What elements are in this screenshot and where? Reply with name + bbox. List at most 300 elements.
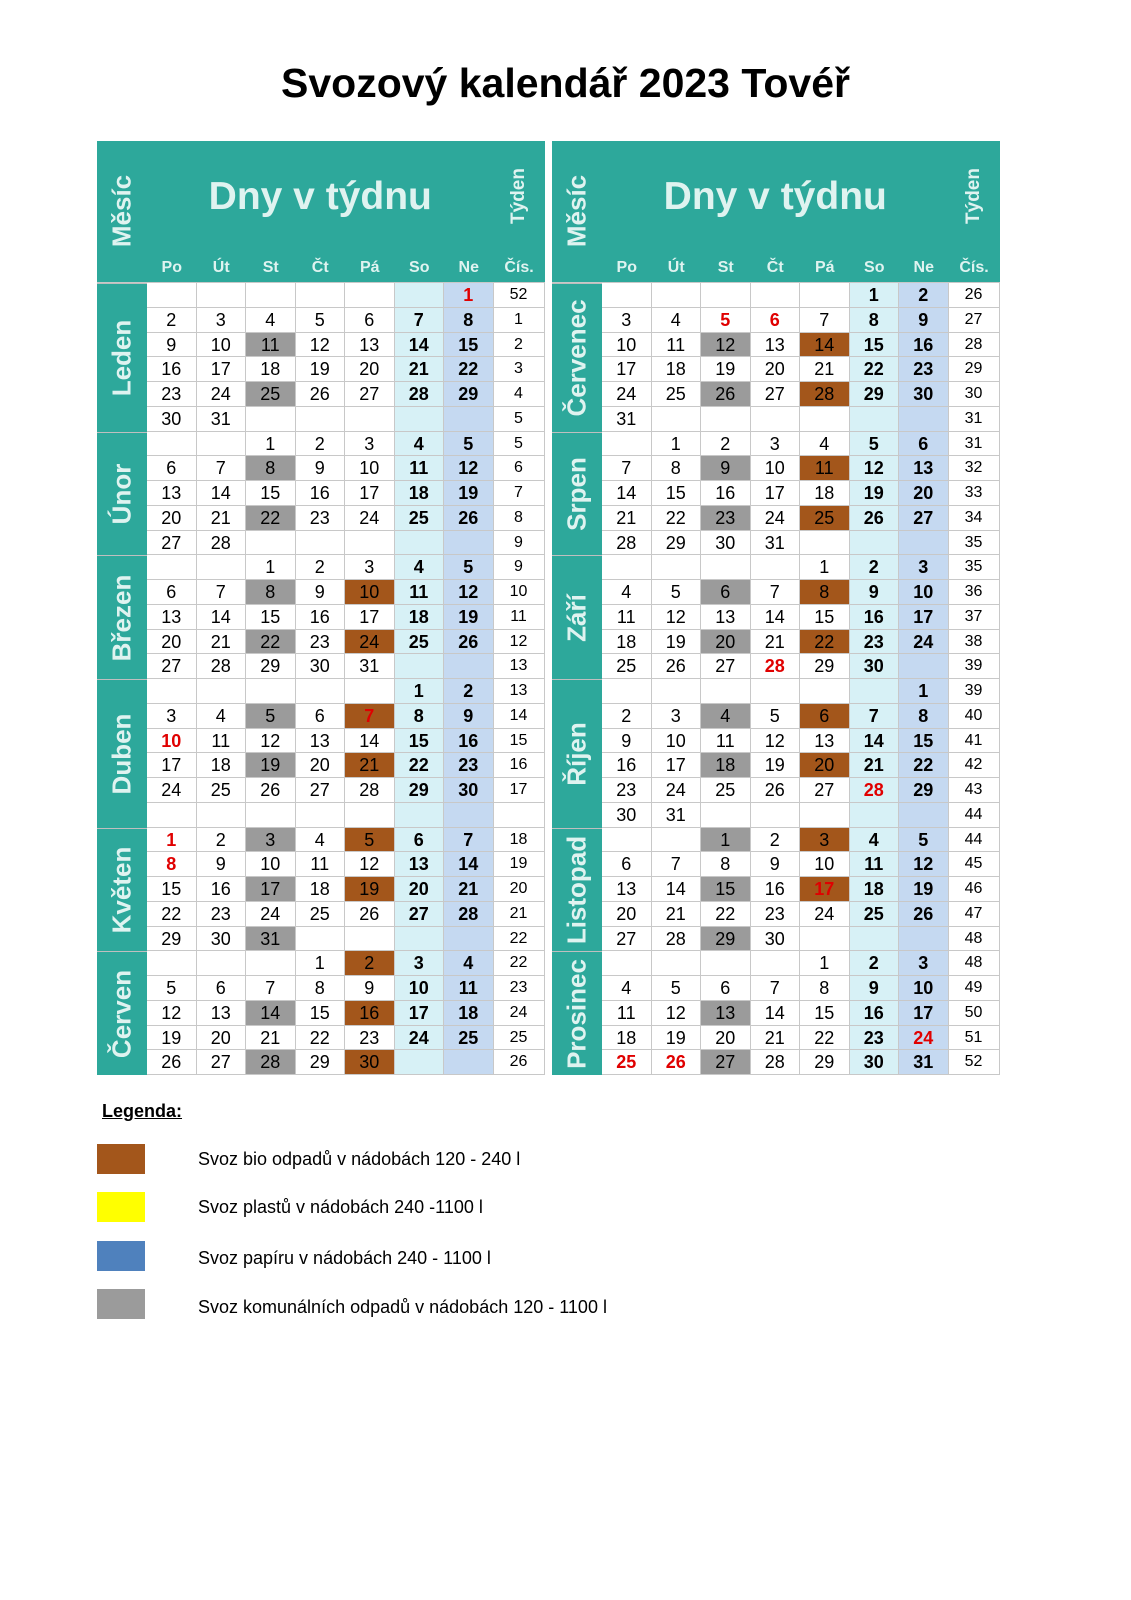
day-cell: 21 [602,506,652,531]
month-name: Listopad [561,835,592,945]
day-cell: 19 [296,357,346,382]
day-cell: 8 [850,308,900,333]
day-cell: 10 [751,456,801,481]
day-cell: 8 [147,852,197,877]
day-cell: 25 [602,654,652,679]
day-cell: 23 [345,1026,395,1051]
day-cell: 14 [444,852,494,877]
week-number-cell: 49 [949,976,1000,1001]
day-cell [147,555,197,580]
days-of-week-header [602,141,949,254]
day-cell: 15 [296,1001,346,1026]
day-cell: 17 [751,481,801,506]
day-cell: 2 [751,828,801,853]
day-cell [395,803,445,828]
month-label-block [97,283,147,432]
day-cell [444,1050,494,1075]
month-column-label: Měsíc [106,174,137,248]
day-cell: 14 [197,481,247,506]
day-cell: 22 [701,902,751,927]
day-cell [296,531,346,556]
day-cell: 5 [701,308,751,333]
day-cell: 12 [345,852,395,877]
day-cell: 21 [345,753,395,778]
day-cell: 28 [197,654,247,679]
day-cell [444,531,494,556]
day-cell: 19 [147,1026,197,1051]
day-cell: 8 [246,580,296,605]
day-cell: 5 [345,828,395,853]
week-number-cell: 10 [494,580,545,605]
day-cell: 27 [345,382,395,407]
day-cell [751,803,801,828]
day-cell: 22 [296,1026,346,1051]
day-cell: 31 [246,927,296,952]
day-cell: 7 [444,828,494,853]
day-cell: 25 [296,902,346,927]
day-cell: 16 [899,333,949,358]
day-name-header: Út [197,254,247,282]
day-cell: 17 [899,605,949,630]
month-name: Leden [106,319,137,397]
day-cell: 16 [850,605,900,630]
day-name-header: Čt [296,254,346,282]
day-cell: 9 [602,729,652,754]
day-cell: 4 [602,580,652,605]
day-cell: 27 [751,382,801,407]
day-cell [147,679,197,704]
day-cell: 5 [850,432,900,457]
day-cell: 6 [147,580,197,605]
day-cell: 31 [751,531,801,556]
day-cell: 30 [147,407,197,432]
day-cell: 9 [147,333,197,358]
month-label-block [97,828,147,952]
day-cell: 26 [899,902,949,927]
day-cell: 21 [850,753,900,778]
day-cell: 9 [899,308,949,333]
day-cell: 16 [296,481,346,506]
day-cell: 8 [296,976,346,1001]
day-cell: 3 [899,555,949,580]
week-number-cell: 39 [949,679,1000,704]
month-label-block [552,828,602,952]
day-cell: 23 [850,630,900,655]
day-cell [444,407,494,432]
day-cell: 18 [850,877,900,902]
day-cell [395,1050,445,1075]
day-cell: 25 [701,778,751,803]
week-number-cell: 19 [494,852,545,877]
day-name-header: Pá [800,254,850,282]
day-cell [395,927,445,952]
day-cell: 14 [652,877,702,902]
day-cell [751,951,801,976]
week-column-header [494,141,545,254]
day-cell [751,555,801,580]
day-cell: 21 [751,630,801,655]
day-cell: 23 [850,1026,900,1051]
day-cell [197,951,247,976]
day-cell [602,951,652,976]
day-cell: 28 [395,382,445,407]
day-cell: 24 [395,1026,445,1051]
week-number-cell: 51 [949,1026,1000,1051]
day-cell [197,283,247,308]
day-cell: 12 [147,1001,197,1026]
day-cell: 30 [602,803,652,828]
day-cell: 2 [296,432,346,457]
day-cell: 6 [800,704,850,729]
day-cell: 22 [800,630,850,655]
day-cell: 10 [652,729,702,754]
day-cell [899,407,949,432]
day-cell [296,803,346,828]
day-cell: 10 [246,852,296,877]
day-cell: 25 [850,902,900,927]
day-cell: 8 [246,456,296,481]
day-cell: 13 [602,877,652,902]
legend-swatch-komunal [97,1289,145,1319]
day-cell: 25 [395,506,445,531]
day-cell: 5 [444,432,494,457]
month-column-header [552,141,602,282]
week-number-cell: 23 [494,976,545,1001]
day-cell: 11 [800,456,850,481]
week-number-cell: 9 [494,555,545,580]
legend-label-bio: Svoz bio odpadů v nádobách 120 - 240 l [198,1149,521,1169]
day-cell: 18 [444,1001,494,1026]
week-number-cell: 26 [949,283,1000,308]
month-name: Červen [106,969,137,1058]
day-cell: 23 [444,753,494,778]
month-column-header [97,141,147,282]
day-cell [602,679,652,704]
week-number-cell: 5 [494,407,545,432]
day-cell: 12 [246,729,296,754]
day-cell [850,803,900,828]
day-cell: 5 [652,976,702,1001]
calendar-header [552,141,1000,282]
day-cell: 23 [701,506,751,531]
day-cell: 4 [246,308,296,333]
day-cell: 4 [701,704,751,729]
day-cell: 11 [246,333,296,358]
day-cell: 13 [395,852,445,877]
day-cell [701,283,751,308]
legend-swatch-papir [97,1241,145,1271]
day-cell: 14 [800,333,850,358]
day-cell: 6 [395,828,445,853]
day-cell: 1 [147,828,197,853]
day-cell: 22 [395,753,445,778]
day-cell: 4 [652,308,702,333]
day-name-header: So [395,254,445,282]
week-number-cell: 22 [494,927,545,952]
day-cell: 13 [345,333,395,358]
day-cell: 14 [751,605,801,630]
day-cell: 25 [197,778,247,803]
day-cell: 13 [147,481,197,506]
week-number-cell: 12 [494,630,545,655]
day-cell: 10 [899,580,949,605]
day-cell: 31 [652,803,702,828]
day-cell: 3 [602,308,652,333]
day-cell: 29 [899,778,949,803]
day-cell: 27 [800,778,850,803]
day-cell [899,803,949,828]
month-name: Únor [106,463,137,525]
day-cell: 17 [800,877,850,902]
day-cell: 25 [800,506,850,531]
day-cell: 4 [395,432,445,457]
day-cell: 30 [296,654,346,679]
day-cell: 3 [899,951,949,976]
day-name-header: Út [652,254,702,282]
week-number-cell: 44 [949,828,1000,853]
day-cell: 4 [296,828,346,853]
day-cell: 22 [800,1026,850,1051]
day-cell [899,531,949,556]
day-cell: 2 [850,555,900,580]
week-number-cell: 38 [949,630,1000,655]
day-cell: 9 [296,580,346,605]
day-cell [701,679,751,704]
day-cell: 7 [751,580,801,605]
day-cell: 12 [296,333,346,358]
day-cell: 15 [652,481,702,506]
day-cell: 6 [899,432,949,457]
day-cell: 22 [850,357,900,382]
day-cell: 10 [345,456,395,481]
day-cell: 23 [899,357,949,382]
day-cell: 5 [652,580,702,605]
day-cell: 10 [345,580,395,605]
day-cell: 9 [197,852,247,877]
day-cell: 28 [345,778,395,803]
day-cell: 24 [345,506,395,531]
day-cell [602,432,652,457]
day-cell: 24 [147,778,197,803]
day-cell: 7 [850,704,900,729]
day-name-header: Ne [444,254,494,282]
day-cell: 5 [444,555,494,580]
day-cell: 1 [899,679,949,704]
day-cell: 7 [751,976,801,1001]
day-cell: 20 [345,357,395,382]
day-cell: 20 [701,630,751,655]
day-cell [246,531,296,556]
day-name-header: Pá [345,254,395,282]
month-label-block [97,679,147,828]
day-cell: 4 [197,704,247,729]
week-number-cell: 37 [949,605,1000,630]
month-name: Prosinec [561,958,592,1069]
week-number-cell: 27 [949,308,1000,333]
day-cell: 18 [602,630,652,655]
week-number-cell: 2 [494,333,545,358]
day-cell: 14 [602,481,652,506]
day-cell: 21 [395,357,445,382]
day-cell [395,283,445,308]
day-cell: 26 [751,778,801,803]
day-cell: 25 [444,1026,494,1051]
month-name: Září [561,593,592,642]
week-column-label: Týden [962,168,984,224]
day-cell [652,555,702,580]
week-number-cell: 31 [949,432,1000,457]
week-number-cell: 4 [494,382,545,407]
legend-label-papir: Svoz papíru v nádobách 240 - 1100 l [198,1248,491,1268]
day-cell: 6 [751,308,801,333]
month-label-block [97,432,147,556]
day-cell: 21 [246,1026,296,1051]
day-cell: 24 [800,902,850,927]
day-cell: 13 [701,1001,751,1026]
day-cell: 6 [602,852,652,877]
day-cell: 20 [602,902,652,927]
day-cell: 29 [850,382,900,407]
day-cell: 2 [899,283,949,308]
week-number-cell: 13 [494,654,545,679]
day-cell: 19 [444,605,494,630]
day-cell: 6 [345,308,395,333]
legend-swatch-bio [97,1144,145,1174]
day-cell: 1 [395,679,445,704]
day-cell: 18 [395,481,445,506]
week-number-cell: 45 [949,852,1000,877]
day-cell: 22 [444,357,494,382]
day-cell: 10 [197,333,247,358]
day-cell [850,407,900,432]
week-number-cell: 44 [949,803,1000,828]
day-cell: 29 [444,382,494,407]
day-cell: 3 [395,951,445,976]
week-number-cell: 36 [949,580,1000,605]
day-cell: 21 [652,902,702,927]
day-cell: 3 [751,432,801,457]
day-cell [444,803,494,828]
day-cell: 30 [899,382,949,407]
day-cell: 22 [147,902,197,927]
day-cell: 27 [701,1050,751,1075]
day-cell: 9 [701,456,751,481]
day-cell: 9 [345,976,395,1001]
day-cell: 24 [345,630,395,655]
day-cell: 11 [395,580,445,605]
day-cell [147,432,197,457]
day-cell: 29 [147,927,197,952]
day-cell: 15 [246,481,296,506]
week-number-cell: 22 [494,951,545,976]
week-number-cell: 13 [494,679,545,704]
day-cell: 13 [899,456,949,481]
day-cell: 3 [246,828,296,853]
week-number-cell: 16 [494,753,545,778]
day-cell [246,951,296,976]
week-number-cell: 18 [494,828,545,853]
day-cell: 11 [701,729,751,754]
day-cell: 21 [444,877,494,902]
day-cell: 12 [444,456,494,481]
week-number-header: Čís. [949,254,1000,282]
week-number-cell: 15 [494,729,545,754]
day-cell [345,803,395,828]
day-cell: 15 [899,729,949,754]
month-label-block [552,283,602,432]
day-cell: 5 [296,308,346,333]
day-cell: 16 [850,1001,900,1026]
day-cell: 26 [652,1050,702,1075]
week-number-cell: 41 [949,729,1000,754]
calendar-panel-left [97,141,545,1075]
day-cell: 15 [850,333,900,358]
day-cell: 17 [197,357,247,382]
day-cell: 15 [800,605,850,630]
day-cell: 28 [652,927,702,952]
day-cell: 29 [800,654,850,679]
day-cell: 25 [395,630,445,655]
day-cell [197,803,247,828]
day-cell [197,555,247,580]
day-cell [850,531,900,556]
day-cell: 27 [147,531,197,556]
day-cell: 25 [652,382,702,407]
day-cell: 10 [147,729,197,754]
day-cell: 5 [147,976,197,1001]
day-cell: 4 [602,976,652,1001]
day-cell [296,927,346,952]
day-cell: 8 [800,976,850,1001]
day-cell: 25 [602,1050,652,1075]
day-cell: 11 [296,852,346,877]
day-cell [800,679,850,704]
day-cell: 29 [296,1050,346,1075]
week-number-cell: 21 [494,902,545,927]
day-name-header: St [246,254,296,282]
day-cell: 11 [395,456,445,481]
day-cell [345,407,395,432]
day-cell [800,407,850,432]
week-number-cell: 14 [494,704,545,729]
week-number-cell: 33 [949,481,1000,506]
week-number-cell: 8 [494,506,545,531]
day-cell [652,407,702,432]
day-name-header: So [850,254,900,282]
day-cell: 27 [147,654,197,679]
day-cell [395,654,445,679]
day-cell: 3 [652,704,702,729]
week-column-label: Týden [507,168,529,224]
day-cell [197,432,247,457]
day-cell: 20 [147,630,197,655]
day-cell [296,679,346,704]
day-cell: 7 [345,704,395,729]
month-label-block [552,679,602,828]
week-number-cell: 48 [949,927,1000,952]
day-cell: 26 [345,902,395,927]
week-number-cell [494,803,545,828]
day-cell: 24 [602,382,652,407]
week-number-cell: 29 [949,357,1000,382]
day-cell: 18 [246,357,296,382]
day-cell: 22 [246,630,296,655]
month-label-block [552,555,602,679]
day-name-header: Po [147,254,197,282]
week-number-cell: 30 [949,382,1000,407]
week-number-cell: 48 [949,951,1000,976]
day-cell: 4 [850,828,900,853]
